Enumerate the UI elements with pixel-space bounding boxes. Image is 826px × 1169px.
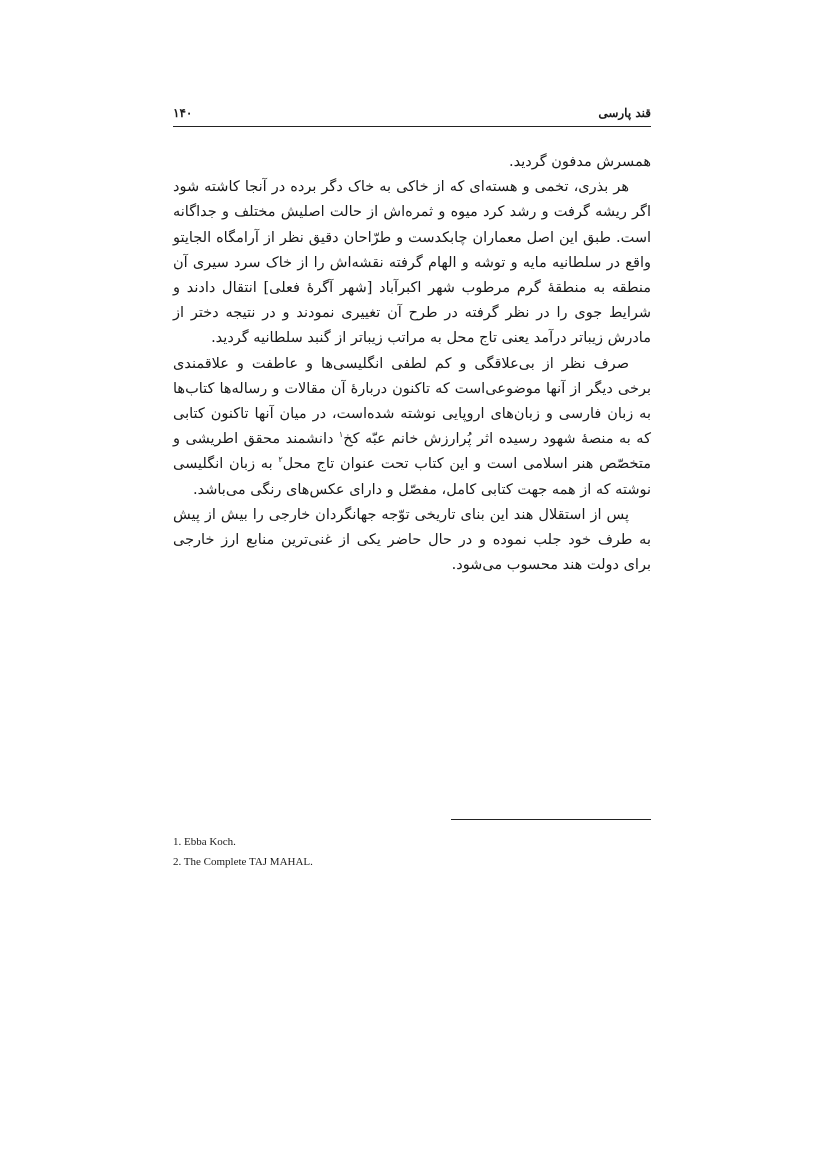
footnote-ref-2: ۲ [278,455,283,465]
paragraph-3-part-3: به زبان انگلیسی نوشته که از همه جهت کتابی کامل، مفصّل و دارای عکس‌های رنگی می‌باشد. [173,456,651,498]
footnote-1: 1. Ebba Koch. [173,836,236,848]
footnotes [173,832,651,872]
paragraph-3-part-1: صرف نظر از بی‌علاقگی و کم لطفی انگلیسی‌ها و عاطفت و علاقمندی برخی دیگر از آنها موضوعی‌است که تاکنون دربارهٔ آن مقالات و رساله‌ها کتاب‌ها به زبان فارسی و زبان‌های اروپایی نوشته شده‌است، در میان آنها تاکنون کتابی که به منصهٔ شهود رسیده اثر پُرارزش خانم عبّه کخ [173,355,651,448]
paragraph-3 [173,352,651,503]
footnote-2: 2. The Complete TAJ MAHAL. [173,856,313,868]
paragraph-3-part-2: دانشمند محقق اطریشی و متخصّص هنر اسلامی است و این کتاب تحت عنوان تاج محل [173,431,651,473]
paragraph-2: هر بذری، تخمی و هسته‌ای که از خاکی به خاک دگر برده در آنجا کاشته شود اگر ریشه گرفت و رشد کرد میوه و ثمره‌اش از حالت اصلیش مختلف و جداگانه است. طبق این اصل معماران چابکدست و طرّاحان دقیق نظر از آرامگاه الجایتو واقع در سلطانیه مایه و توشه و الهام گرفته نقشه‌اش را از خاک سرد سیری آن منطقه به منطقهٔ گرم مرطوب شهر اکبرآباد [شهر آگرهٔ فعلی] انتقال دادند و شرایط جوی را در نظر گرفته در طرح آن تغییری نمودند و در نتیجه دختر از مادرش زیباتر درآمد یعنی تاج محل به مراتب زیباتر از گنبد سلطانیه گردید. [173,179,651,347]
document-page [173,0,651,1169]
running-header [173,104,651,127]
page-number: ۱۴۰ [173,106,193,120]
footnote-divider [451,819,651,820]
body-text [173,150,651,578]
paragraph-1: همسرش مدفون گردید. [509,154,651,170]
book-title: قند پارسی [598,106,651,120]
footnote-ref-1: ۱ [338,430,344,440]
paragraph-4: پس از استقلال هند این بنای تاریخی توّجه جهانگردان خارجی را بیش از پیش به طرف خود جلب نموده و در حال حاضر یکی از غنی‌ترین منابع ارز خارجی برای دولت هند محسوب می‌شود. [173,506,651,574]
